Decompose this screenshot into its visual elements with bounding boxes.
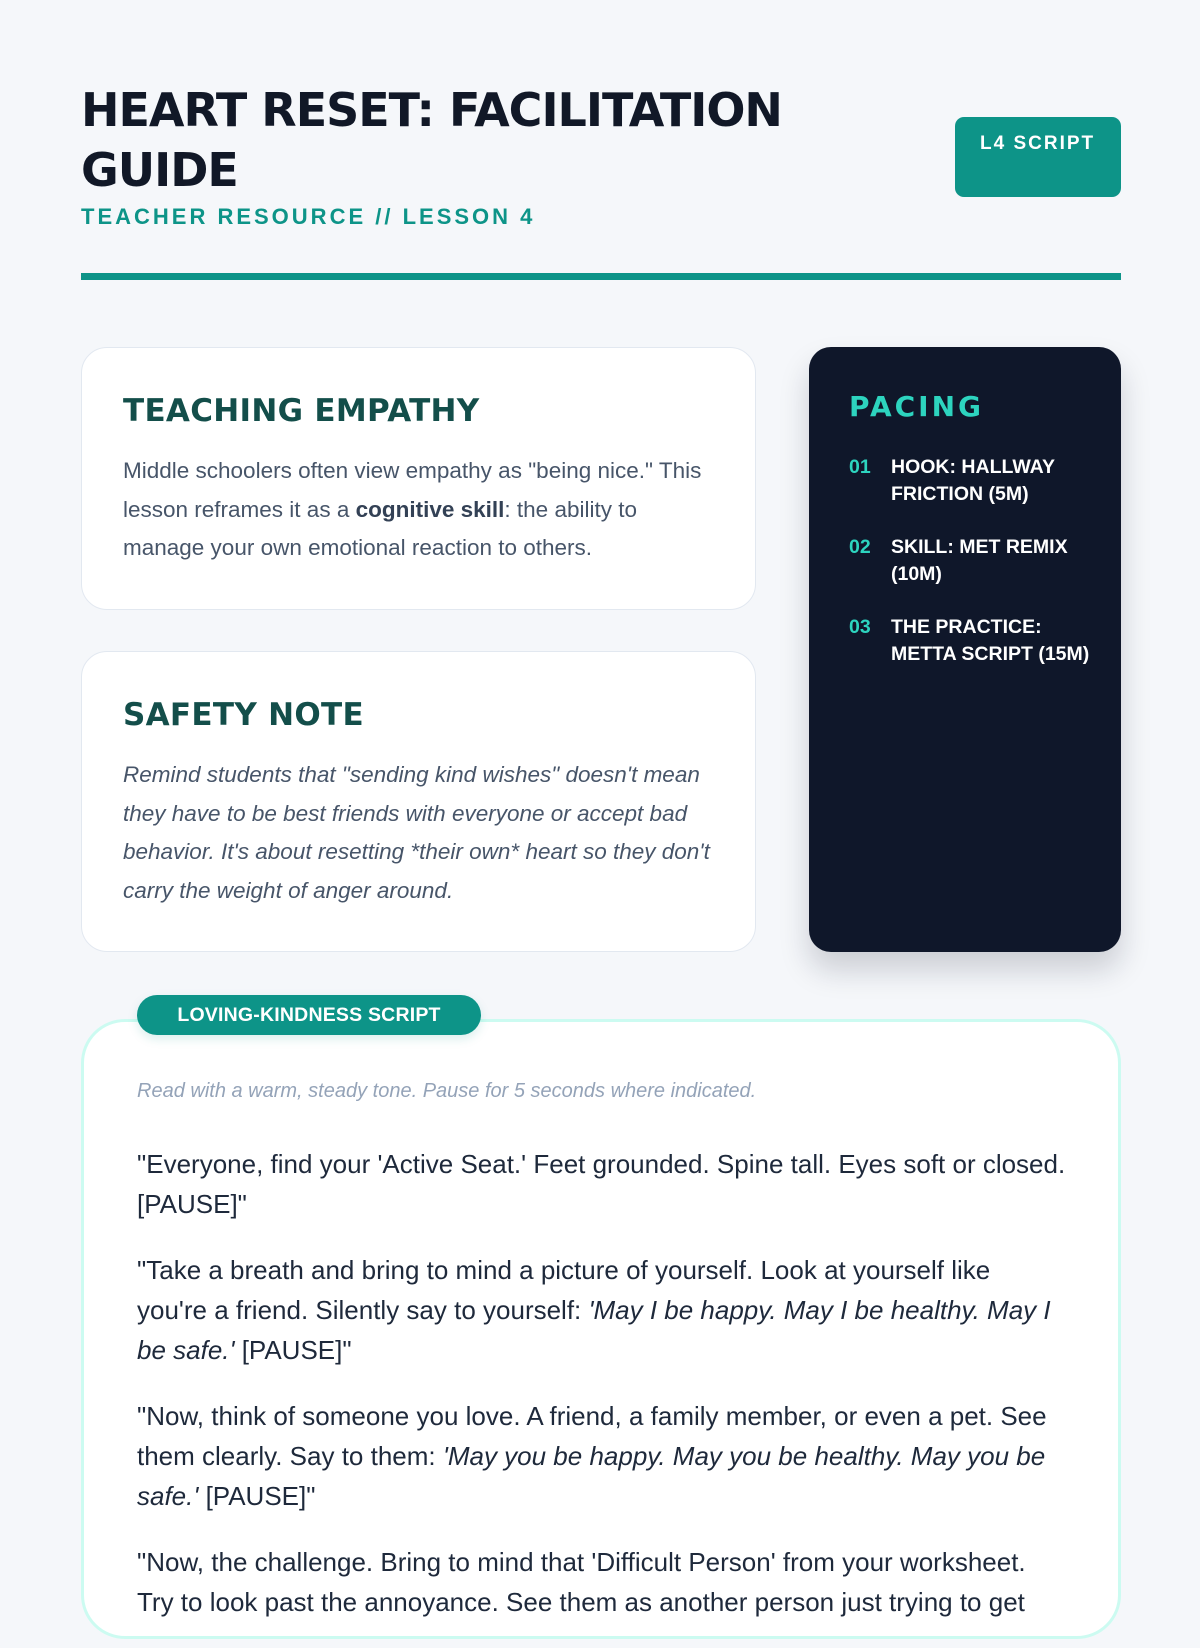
header-divider <box>81 273 1121 280</box>
script-paragraph: "Everyone, find your 'Active Seat.' Feet grounded. Spine tall. Eyes soft or closed. [PAUSE]" <box>137 1149 1066 1219</box>
pacing-item-label: HOOK: HALLWAY FRICTION (5M) <box>891 456 1055 505</box>
script-paragraph: "Now, the challenge. Bring to mind that 'Difficult Person' from your worksheet. Try to look past the annoyance. See them as another person just trying to get <box>137 1547 1026 1617</box>
pacing-item <box>849 614 1101 667</box>
pacing-list <box>849 454 1101 667</box>
pacing-panel <box>809 347 1121 952</box>
lesson-badge: L4 SCRIPT <box>955 117 1121 197</box>
script-quote: 'May I be happy. May I be healthy. May I be safe.' <box>137 1295 1051 1365</box>
pacing-item <box>849 454 1101 507</box>
teaching-empathy-text-start: Middle schoolers often view empathy as "being nice." This lesson reframes it as a <box>123 458 702 522</box>
pacing-item-label: SKILL: MET REMIX (10M) <box>891 536 1068 585</box>
pacing-item-number: 02 <box>849 536 871 558</box>
script-instruction: Read with a warm, steady tone. Pause for 5 seconds where indicated. <box>137 1080 757 1102</box>
script-paragraph <box>137 1396 1067 1516</box>
teaching-empathy-heading: TEACHING EMPATHY <box>123 393 480 429</box>
pacing-heading: PACING <box>849 390 985 423</box>
script-section-label: LOVING-KINDNESS SCRIPT <box>137 995 481 1035</box>
teaching-empathy-card <box>81 347 756 610</box>
script-text: [PAUSE]" <box>198 1481 316 1511</box>
script-quote: 'May you be happy. May you be healthy. May you be safe.' <box>137 1441 1046 1511</box>
script-content <box>137 1077 1067 1648</box>
teaching-empathy-text <box>123 452 715 568</box>
safety-note-heading: SAFETY NOTE <box>123 697 364 733</box>
page-subtitle: TEACHER RESOURCE // LESSON 4 <box>81 204 536 229</box>
pacing-item-label: THE PRACTICE: METTA SCRIPT (15M) <box>891 616 1090 665</box>
pacing-item-number: 01 <box>849 456 871 478</box>
facilitation-guide-page <box>81 0 1121 1617</box>
pacing-item <box>849 534 1101 587</box>
pacing-item-number: 03 <box>849 616 871 638</box>
teaching-empathy-text-end: : the ability to manage your own emotional reaction to others. <box>123 496 637 560</box>
safety-note-text: Remind students that "sending kind wishes" doesn't mean they have to be best friends with everyone or accept bad behavior. It's about resetting *their own* heart so they don't carry the weight of anger around. <box>123 762 710 903</box>
script-paragraph <box>137 1250 1067 1370</box>
loving-kindness-script-section <box>81 1019 1121 1639</box>
teaching-empathy-bold: cognitive skill <box>355 496 505 522</box>
page-header <box>81 0 1121 282</box>
script-text: "Now, think of someone you love. A friend, a family member, or even a pet. See them clearly. Say to them: <box>137 1401 1047 1471</box>
script-text: "Take a breath and bring to mind a picture of yourself. Look at yourself like you're a friend. Silently say to yourself: <box>137 1255 991 1325</box>
script-text: [PAUSE]" <box>234 1335 352 1365</box>
page-title: HEART RESET: FACILITATION GUIDE <box>81 83 782 197</box>
safety-note-card <box>81 651 756 952</box>
